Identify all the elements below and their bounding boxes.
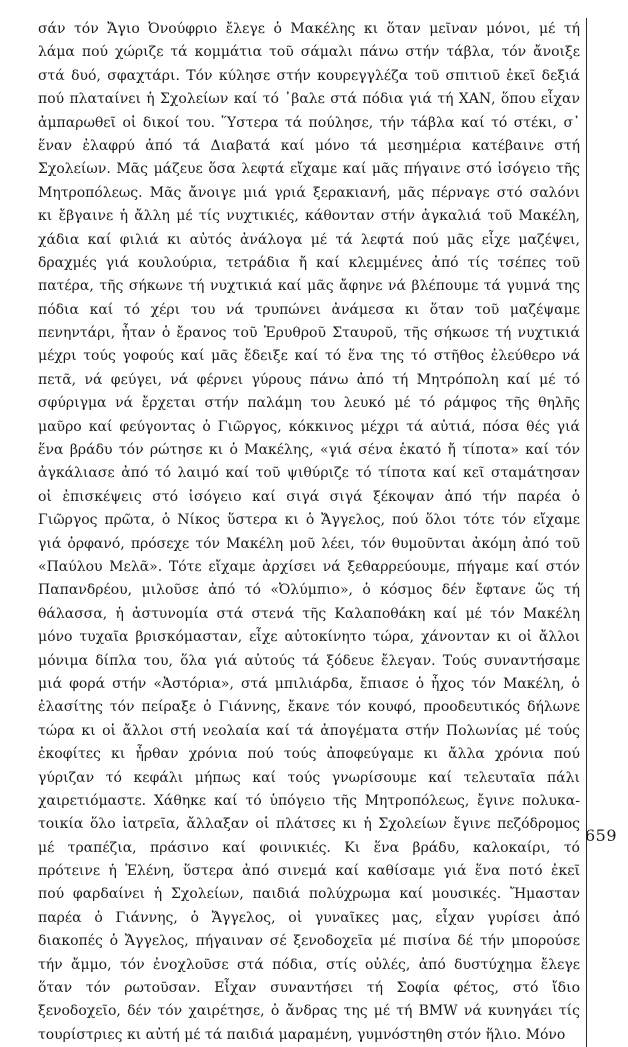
text-line: χάδια καί φιλιά κι αὐτός ἀνάλογα μέ τά λεφτά πού μᾶς εἶχε μαζέψει, (38, 231, 580, 248)
text-line: χαιρετιόμαστε. Χάθηκε καί τό ὑπόγειο τῆς Μητροπόλεως, ἔγινε πολυκα- (38, 792, 580, 809)
text-line: ἕναν ἐλαφρύ ἀπό τά Διαβατά καί μόνο τά μεσημέρια κατέβαινε στή (38, 137, 580, 154)
text-line: μέχρι τούς γοφούς καί μᾶς ἔδειξε καί τό ἕνα της τό στῆθος ἐλεύθερο νά (38, 348, 580, 365)
text-line: ἀμπαρωθεῖ οἱ δικοί του. Ὕστερα τά πούλησε, τήν τάβλα καί τό στέκι, σ᾽ (38, 114, 580, 131)
text-line: στά δυό, σφαχτάρι. Τόν κύλησε στήν κουρεγγλέζα τοῦ σπιτιοῦ ἐκεῖ δεξιά (38, 67, 580, 84)
text-line: μιά φορά στήν «Ἀστόρια», στά μπιλιάρδα, ἔπιασε ὁ ἦχος τόν Μακέλη, ὁ (38, 675, 580, 692)
text-line: πατέρα, τῆς σήκωνε τή νυχτικιά καί μᾶς ἄφηνε νά βλέπουμε τά γυμνά της (38, 278, 580, 295)
text-line: οἱ ἐπισκέψεις στό ἰσόγειο καί σιγά σιγά ξέκοψαν ἀπό τήν παρέα ὁ (38, 488, 580, 505)
text-line: δραχμές γιά κουλούρια, τετράδια ἤ καί κλεμμένες ἀπό τίς τσέπες τοῦ (38, 254, 580, 271)
body-text (38, 18, 587, 1047)
text-line: τοικία ὅλο ἰατρεῖα, ἄλλαξαν οἱ πλάτσες κι ἡ Σχολείων ἔγινε πεζόδρομος (38, 816, 580, 833)
text-line: Γιῶργος πρῶτα, ὁ Νίκος ὕστερα κι ὁ Ἄγγελος, πού ὅλοι τότε τόν εἴχαμε (38, 512, 580, 529)
text-line: διακοπές ὁ Ἄγγελος, πήγαιναν σέ ξενοδοχεῖα μέ πισίνα δέ τήν μπορούσε (38, 933, 580, 950)
text-line: τήν ἄμμο, τόν ἐνοχλοῦσε στά πόδια, στίς οὐλές, ἀπό δυστύχημα ἔλεγε (38, 956, 580, 973)
text-line: κι ἔβγαινε ἡ ἄλλη μέ τίς νυχτικιές, κάθονταν στήν ἀγκαλιά τοῦ Μακέλη, (38, 208, 580, 225)
page-number: 659 (585, 826, 618, 845)
text-line: πρότεινε ἡ Ἑλένη, ὕστερα ἀπό σινεμά καί καθίσαμε γιά ἕνα ποτό ἐκεῖ (38, 863, 580, 880)
text-line: σάν τόν Ἄγιο Ὀνούφριο ἔλεγε ὁ Μακέλης κι ὅταν μεῖναν μόνοι, μέ τή (38, 21, 580, 37)
text-line: πού πλαταίνει ἡ Σχολείων καί τό ᾽βαλε στά πόδια γιά τή ΧΑΝ, ὅπου εἶχαν (38, 91, 580, 108)
text-line: τουρίστριες κι αὐτή μέ τά παιδιά μαραμένη, γυμνόστηθη στόν ἥλιο. Μόνο (38, 1026, 566, 1043)
text-line: πόδια καί τό χέρι του νά τρυπώνει ἀνάμεσα κι ὅταν τοῦ μαζέψαμε (38, 301, 580, 318)
text-line: πού φαρδαίνει ἡ Σχολείων, παιδιά πολύχρωμα καί μουσικές. Ἤμασταν (38, 886, 580, 903)
text-line: Μητροπόλεως. Μᾶς ἄνοιγε μιά γριά ξερακιανή, μᾶς πέρναγε στό σαλόνι (38, 184, 580, 201)
text-line: τώρα κι οἱ ἄλλοι στή νεολαία καί τά ἀπογέματα στήν Πολωνίας μέ τούς (38, 722, 580, 739)
text-line: μόνο τυχαῖα βρισκόμασταν, εἶχε αὐτοκίνητο τώρα, χάνονταν κι οἱ ἄλλοι (38, 629, 580, 646)
text-line: μόνιμα δίπλα του, ὅλα γιά αὐτούς τά ξόδευε ἔλεγαν. Τούς συναντήσαμε (38, 652, 580, 669)
text-line: ξενοδοχεῖο, δέν τόν χαιρέτησε, ὁ ἄνδρας της μέ τή BMW νά κυνηγάει τίς (38, 1003, 580, 1020)
text-line: μέ τραπέζια, πράσινο καί φοινικιές. Κι ἕνα βράδυ, καλοκαίρι, τό (38, 839, 580, 856)
text-line: σφύριγμα νά ἔρχεται στήν παλάμη του λευκό μέ τό ράμφος τῆς θηλῆς (38, 395, 580, 412)
text-line: Σχολείων. Μᾶς μάζευε ὅσα λεφτά εἴχαμε καί μᾶς πήγαινε στό ἰσόγειο τῆς (38, 161, 580, 178)
text-line: ἕνα βράδυ τόν ρώτησε κι ὁ Μακέλης, «γιά σένα ἑκατό ἤ τίποτα» καί τόν (38, 442, 580, 459)
text-line: λάμα πού χώριζε τά κομμάτια τοῦ σάμαλι πάνω στήν τάβλα, τόν ἄνοιξε (38, 44, 580, 61)
text-line: μαῦρο καί φεύγοντας ὁ Γιῶργος, κόκκινος μέχρι τά αὐτιά, πόσα θές γιά (38, 418, 580, 435)
text-line: Παπανδρέου, μιλοῦσε ἀπό τό «Ὀλύμπιο», ὁ κόσμος δέν ἔφτανε ὥς τή (38, 582, 580, 599)
text-line: ἐλασίτης τόν πείραξε ὁ Γιάννης, ἔκανε τόν κουφό, προοδευτικός δήλωνε (38, 699, 580, 716)
text-line: «Παύλου Μελᾶ». Τότε εἴχαμε ἀρχίσει νά ξεθαρρεύουμε, πήγαμε καί στόν (38, 558, 580, 575)
text-line: θάλασσα, ἡ ἀστυνομία στά στενά τῆς Καλαποθάκη καί μέ τόν Μακέλη (38, 605, 580, 622)
text-line: γιά ὀρφανό, πρόσεχε τόν Μακέλη μοῦ λέει, τόν θυμοῦνται ἀκόμη ἀπό τοῦ (38, 535, 580, 552)
text-line: παρέα ὁ Γιάννης, ὁ Ἄγγελος, οἱ γυναῖκες μας, εἶχαν γυρίσει ἀπό (38, 909, 580, 926)
text-line: ὅταν τόν ρωτοῦσαν. Εἶχαν συναντήσει τή Σοφία φέτος, στό ἴδιο (38, 980, 580, 997)
text-line: γύριζαν τό κεφάλι μήπως καί τούς γνωρίσουμε καί τελευταῖα πάλι (38, 769, 580, 786)
text-line: πενηντάρι, ἦταν ὁ ἔρανος τοῦ Ἐρυθροῦ Σταυροῦ, τῆς σήκωσε τή νυχτικιά (38, 325, 580, 342)
text-line: ἐκοφίτες κι ἦρθαν χρόνια πού τούς ἀποφεύγαμε κι ἄλλα χρόνια πού (38, 746, 580, 763)
text-line: ἀγκάλιασε ἀπό τό λαιμό καί τοῦ ψιθύριζε τό τίποτα καί κεῖ σταμάτησαν (38, 465, 580, 482)
text-line: πετᾶ, νά φεύγει, νά φέρνει γύρους πάνω ἀπό τή Μητρόπολη καί μέ τό (38, 371, 580, 388)
